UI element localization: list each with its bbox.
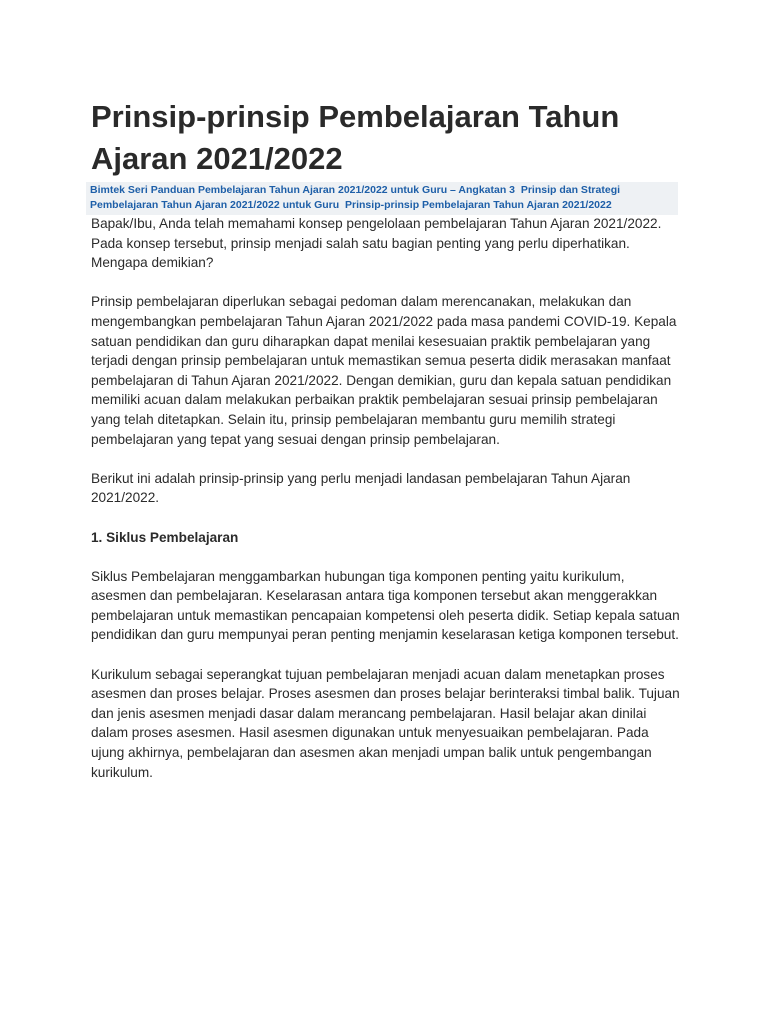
breadcrumb xyxy=(86,182,678,215)
article-body xyxy=(91,214,681,782)
page-title-line-2: Ajaran 2021/2022 xyxy=(91,141,343,176)
section-paragraph: Kurikulum sebagai seperangkat tujuan pembelajaran menjadi acuan dalam menetapkan proses asesmen dan proses belajar. Proses asesmen dan proses belajar berinteraksi timbal balik. Tujuan dan jenis asesmen menjadi dasar dalam merancang pembelajaran. Hasil belajar akan dinilai dalam proses asesmen. Hasil asesmen digunakan untuk menyesuaikan pembelajaran. Pada ujung akhirnya, pembelajaran dan asesmen akan menjadi umpan balik untuk pengembangan kurikulum. xyxy=(91,666,680,780)
breadcrumb-link-current[interactable]: Prinsip-prinsip Pembelajaran Tahun Ajaran 2021/2022 xyxy=(345,199,612,211)
breadcrumb-link-prinsip-strategi[interactable]: Prinsip dan Strategi Pembelajaran Tahun Ajaran 2021/2022 untuk Guru xyxy=(90,184,621,211)
page-title xyxy=(91,96,691,180)
section-heading: 1. Siklus Pembelajaran xyxy=(91,529,239,545)
section-paragraph: Siklus Pembelajaran menggambarkan hubungan tiga komponen penting yaitu kurikulum, asesmen dan pembelajaran. Keselarasan antara tiga komponen tersebut akan menggerakkan pembelajaran untuk memastikan pencapaian kompetensi oleh peserta didik. Setiap kepala satuan pendidikan dan guru mempunyai peran penting menjamin keselarasan ketiga komponen tersebut. xyxy=(91,568,680,643)
intro-paragraph: Bapak/Ibu, Anda telah memahami konsep pengelolaan pembelajaran Tahun Ajaran 2021/2022. Pada konsep tersebut, prinsip menjadi salah satu bagian penting yang perlu diperhatikan. Mengapa demikian? xyxy=(91,216,662,271)
body-paragraph: Prinsip pembelajaran diperlukan sebagai pedoman dalam merencanakan, melakukan dan mengembangkan pembelajaran Tahun Ajaran 2021/2022 pada masa pandemi COVID-19. Kepala satuan pendidikan dan guru diharapkan dapat menilai kesesuaian praktik pembelajaran yang terjadi dengan prinsip pembelajaran untuk memastikan semua peserta didik merasakan manfaat pembelajaran di Tahun Ajaran 2021/2022. Dengan demikian, guru dan kepala satuan pendidikan memiliki acuan dalam melakukan perbaikan praktik pembelajaran sesuai prinsip pembelajaran yang telah ditetapkan. Selain itu, prinsip pembelajaran membantu guru memilih strategi pembelajaran yang tepat yang sesuai dengan prinsip pembelajaran. xyxy=(91,294,677,447)
body-paragraph: Berikut ini adalah prinsip-prinsip yang perlu menjadi landasan pembelajaran Tahun Ajaran 2021/2022. xyxy=(91,470,631,506)
page-title-line-1: Prinsip-prinsip Pembelajaran Tahun xyxy=(91,99,620,134)
breadcrumb-link-bimtek[interactable]: Bimtek Seri Panduan Pembelajaran Tahun Ajaran 2021/2022 untuk Guru – Angkatan 3 xyxy=(90,184,515,196)
